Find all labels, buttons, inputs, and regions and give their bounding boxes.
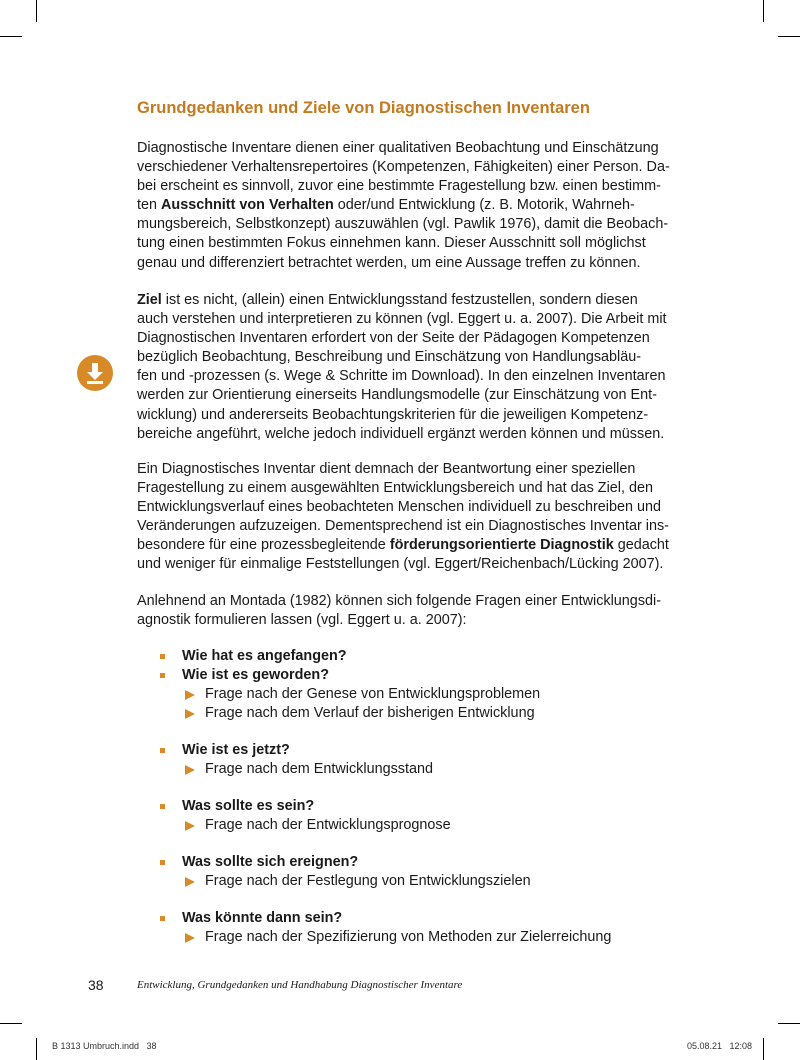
square-bullet-icon bbox=[160, 748, 165, 753]
paragraph-montada bbox=[137, 592, 682, 630]
sub-item-label: Frage nach der Spezifizierung von Methoden zur Zielerreichung bbox=[205, 929, 612, 945]
triangle-bullet-icon bbox=[185, 933, 195, 943]
paragraph-goal bbox=[137, 291, 682, 444]
text-line: fen und -prozessen (s. Wege & Schritte im Download). In den einzelnen Inventaren bbox=[137, 368, 666, 385]
text-line: Veränderungen aufzuzeigen. Dementsprechend ist ein Diagnostisches Inventar ins- bbox=[137, 518, 669, 535]
section-heading: Grundgedanken und Ziele von Diagnostischen Inventaren bbox=[137, 99, 590, 117]
question-label: Wie ist es jetzt? bbox=[182, 742, 290, 758]
triangle-bullet-icon bbox=[185, 877, 195, 887]
text-line: werden zur Orientierung einerseits Handlungsmodelle (zur Einschätzung von Ent- bbox=[137, 387, 657, 404]
text-line: Diagnostische Inventare dienen einer qualitativen Beobachtung und Einschätzung bbox=[137, 140, 659, 156]
sub-item-label: Frage nach der Genese von Entwicklungsproblemen bbox=[205, 686, 541, 702]
text-run: ten bbox=[137, 197, 162, 214]
text-line: Ein Diagnostisches Inventar dient demnach der Beantwortung einer speziellen bbox=[137, 461, 636, 477]
sub-item-label: Frage nach dem Entwicklungsstand bbox=[205, 761, 433, 777]
sub-item-label: Frage nach der Festlegung von Entwicklungszielen bbox=[205, 873, 531, 889]
text-line: bereiche angeführt, welche jedoch individuell ergänzt werden können und müssen. bbox=[137, 425, 665, 442]
text-line: Diagnostischen Inventaren erfordert von der Seite der Pädagogen Kompetenzen bbox=[137, 330, 650, 347]
bold-term: Ziel bbox=[137, 292, 162, 308]
text-line: Fragestellung zu einem ausgewählten Entwicklungsbereich und hat das Ziel, den bbox=[137, 480, 653, 497]
crop-mark bbox=[0, 1023, 22, 1024]
text-run: oder/und Entwicklung (z. B. Motorik, Wahrneh- bbox=[333, 197, 635, 214]
download-icon[interactable] bbox=[77, 355, 113, 391]
question-label: Was sollte es sein? bbox=[182, 798, 315, 814]
square-bullet-icon bbox=[160, 654, 165, 659]
text-line: verschiedener Verhaltensrepertoires (Kompetenzen, Fähigkeiten) einer Person. Da- bbox=[137, 159, 670, 176]
triangle-bullet-icon bbox=[185, 821, 195, 831]
square-bullet-icon bbox=[160, 860, 165, 865]
question-label: Was könnte dann sein? bbox=[182, 910, 343, 926]
text-line: tung einen bestimmten Fokus einnehmen kann. Dieser Ausschnitt soll möglichst bbox=[137, 235, 646, 252]
paragraph-inventory bbox=[137, 460, 682, 575]
crop-mark bbox=[778, 1023, 800, 1024]
square-bullet-icon bbox=[160, 916, 165, 921]
crop-mark bbox=[36, 1038, 37, 1060]
sub-item-label: Frage nach der Entwicklungsprognose bbox=[205, 817, 451, 833]
bold-term: Ausschnitt von Verhalten bbox=[161, 197, 334, 214]
question-label: Wie ist es geworden? bbox=[182, 667, 330, 683]
text-line: und weniger für einmalige Feststellungen (vgl. Eggert/Reichenbach/Lücking 2007). bbox=[137, 556, 664, 573]
text-run: gedacht bbox=[613, 537, 669, 554]
crop-mark bbox=[36, 0, 37, 22]
text-line: agnostik formulieren lassen (vgl. Eggert u. a. 2007): bbox=[137, 612, 467, 629]
text-line: mungsbereich, Selbstkonzept) auszuwählen (vgl. Pawlik 1976), damit die Beobach- bbox=[137, 216, 669, 233]
question-label: Was sollte sich ereignen? bbox=[182, 854, 359, 870]
slug-date: 05.08.21 12:08 bbox=[687, 1041, 753, 1051]
crop-mark bbox=[763, 0, 764, 22]
text-line: Anlehnend an Montada (1982) können sich folgende Fragen einer Entwicklungsdi- bbox=[137, 593, 662, 609]
square-bullet-icon bbox=[160, 804, 165, 809]
text-line: Entwicklungsverlauf eines beobachteten Menschen individuell zu beschreiben und bbox=[137, 499, 661, 516]
triangle-bullet-icon bbox=[185, 765, 195, 775]
slug-file: B 1313 Umbruch.indd 38 bbox=[52, 1041, 157, 1051]
page-number: 38 bbox=[88, 977, 104, 993]
sub-item-label: Frage nach dem Verlauf der bisherigen Entwicklung bbox=[205, 705, 535, 721]
text-line: auch verstehen und interpretieren zu können (vgl. Eggert u. a. 2007). Die Arbeit mit bbox=[137, 311, 667, 328]
crop-mark bbox=[778, 36, 800, 37]
text-line bbox=[137, 536, 682, 555]
crop-mark bbox=[0, 36, 22, 37]
text-line: bei erscheint es sinnvoll, zuvor eine bestimmte Fragestellung bzw. einen bestimm- bbox=[137, 178, 661, 195]
triangle-bullet-icon bbox=[185, 709, 195, 719]
crop-mark bbox=[763, 1038, 764, 1060]
text-line: wicklung) und andererseits Beobachtungskriterien für die jeweiligen Kompetenz- bbox=[137, 406, 649, 423]
text-line: genau und differenziert betrachtet werden, um eine Aussage treffen zu können. bbox=[137, 254, 641, 271]
text-line: bezüglich Beobachtung, Beschreibung und Einschätzung von Handlungsabläu- bbox=[137, 349, 642, 366]
text-line bbox=[137, 291, 682, 310]
text-run: ist es nicht, (allein) einen Entwicklungsstand festzustellen, sondern diesen bbox=[161, 292, 638, 308]
text-run: besondere für eine prozessbegleitende bbox=[137, 537, 390, 554]
paragraph-intro bbox=[137, 139, 682, 273]
square-bullet-icon bbox=[160, 673, 165, 678]
running-title: Entwicklung, Grundgedanken und Handhabung Diagnostischer Inventare bbox=[137, 979, 463, 991]
question-label: Wie hat es angefangen? bbox=[182, 648, 347, 664]
bold-term: förderungsorientierte Diagnostik bbox=[389, 537, 614, 554]
triangle-bullet-icon bbox=[185, 690, 195, 700]
text-line bbox=[137, 196, 682, 215]
